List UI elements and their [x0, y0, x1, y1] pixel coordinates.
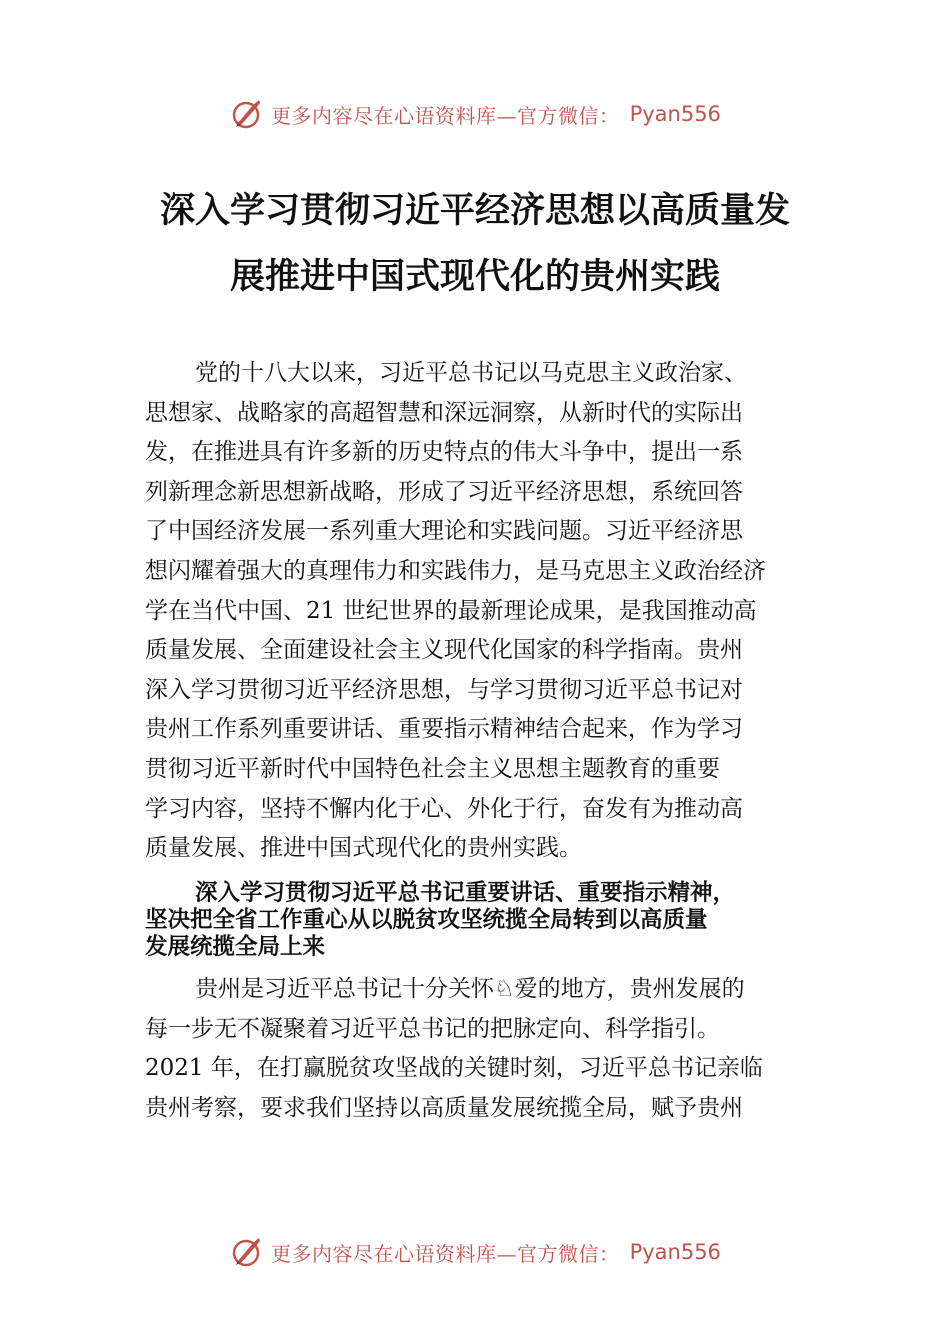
paragraph-line: 贵州是习近平总书记十分关怀♘爱的地方，贵州发展的 — [195, 976, 745, 1002]
section-heading — [145, 880, 835, 961]
wechat-id: Pyan556 — [629, 1240, 721, 1264]
header-watermark-banner — [0, 94, 950, 134]
heading-line: 坚决把全省工作重心从以脱贫攻坚统揽全局转到以高质量 — [145, 907, 708, 933]
banner-text: 更多内容尽在心语资料库—官方微信： — [271, 103, 620, 128]
body-paragraph-2 — [145, 970, 825, 1128]
quill-pen-logo-icon — [229, 1235, 263, 1269]
paragraph-line: 贵州工作系列重要讲话、重要指示精神结合起来，作为学习 — [145, 716, 743, 743]
paragraph-line: 贵州考察，要求我们坚持以高质量发展统揽全局，赋予贵州 — [145, 1094, 743, 1121]
paragraph-line: 列新理念新思想新战略，形成了习近平经济思想，系统回答 — [145, 478, 743, 505]
body-paragraph-1 — [145, 354, 825, 869]
banner-text: 更多内容尽在心语资料库—官方微信： — [271, 1241, 620, 1266]
title-line: 深入学习贯彻习近平经济思想以高质量发 — [159, 190, 790, 231]
title-line: 展推进中国式现代化的贵州实践 — [229, 256, 720, 297]
paragraph-line: 2021 年，在打赢脱贫攻坚战的关键时刻，习近平总书记亲临 — [145, 1055, 763, 1082]
heading-line: 深入学习贯彻习近平总书记重要讲话、重要指示精神， — [195, 880, 736, 906]
paragraph-line: 贯彻习近平新时代中国特色社会主义思想主题教育的重要 — [145, 755, 720, 782]
wechat-id: Pyan556 — [629, 102, 721, 126]
paragraph-line: 了中国经济发展一系列重大理论和实践问题。习近平经济思 — [145, 518, 743, 545]
paragraph-line: 学在当代中国、21 世纪世界的最新理论成果，是我国推动高 — [145, 597, 757, 624]
paragraph-line: 发，在推进具有许多新的历史特点的伟大斗争中，提出一系 — [145, 439, 743, 466]
paragraph-line: 深入学习贯彻习近平经济思想，与学习贯彻习近平总书记对 — [145, 676, 743, 703]
footer-watermark-banner — [0, 1232, 950, 1272]
document-title — [120, 178, 830, 310]
paragraph-line: 党的十八大以来，习近平总书记以马克思主义政治家、 — [195, 360, 747, 386]
quill-pen-logo-icon — [229, 97, 263, 131]
paragraph-line: 学习内容，坚持不懈内化于心、外化于行，奋发有为推动高 — [145, 795, 743, 822]
paragraph-line: 每一步无不凝聚着习近平总书记的把脉定向、科学指引。 — [145, 1015, 720, 1042]
paragraph-line: 质量发展、全面建设社会主义现代化国家的科学指南。贵州 — [145, 637, 743, 664]
heading-line: 发展统揽全局上来 — [145, 934, 326, 960]
paragraph-line: 想闪耀着强大的真理伟力和实践伟力，是马克思主义政治经济 — [145, 557, 766, 584]
paragraph-line: 思想家、战略家的高超智慧和深远洞察，从新时代的实际出 — [145, 399, 743, 426]
paragraph-line: 质量发展、推进中国式现代化的贵州实践。 — [145, 835, 582, 862]
